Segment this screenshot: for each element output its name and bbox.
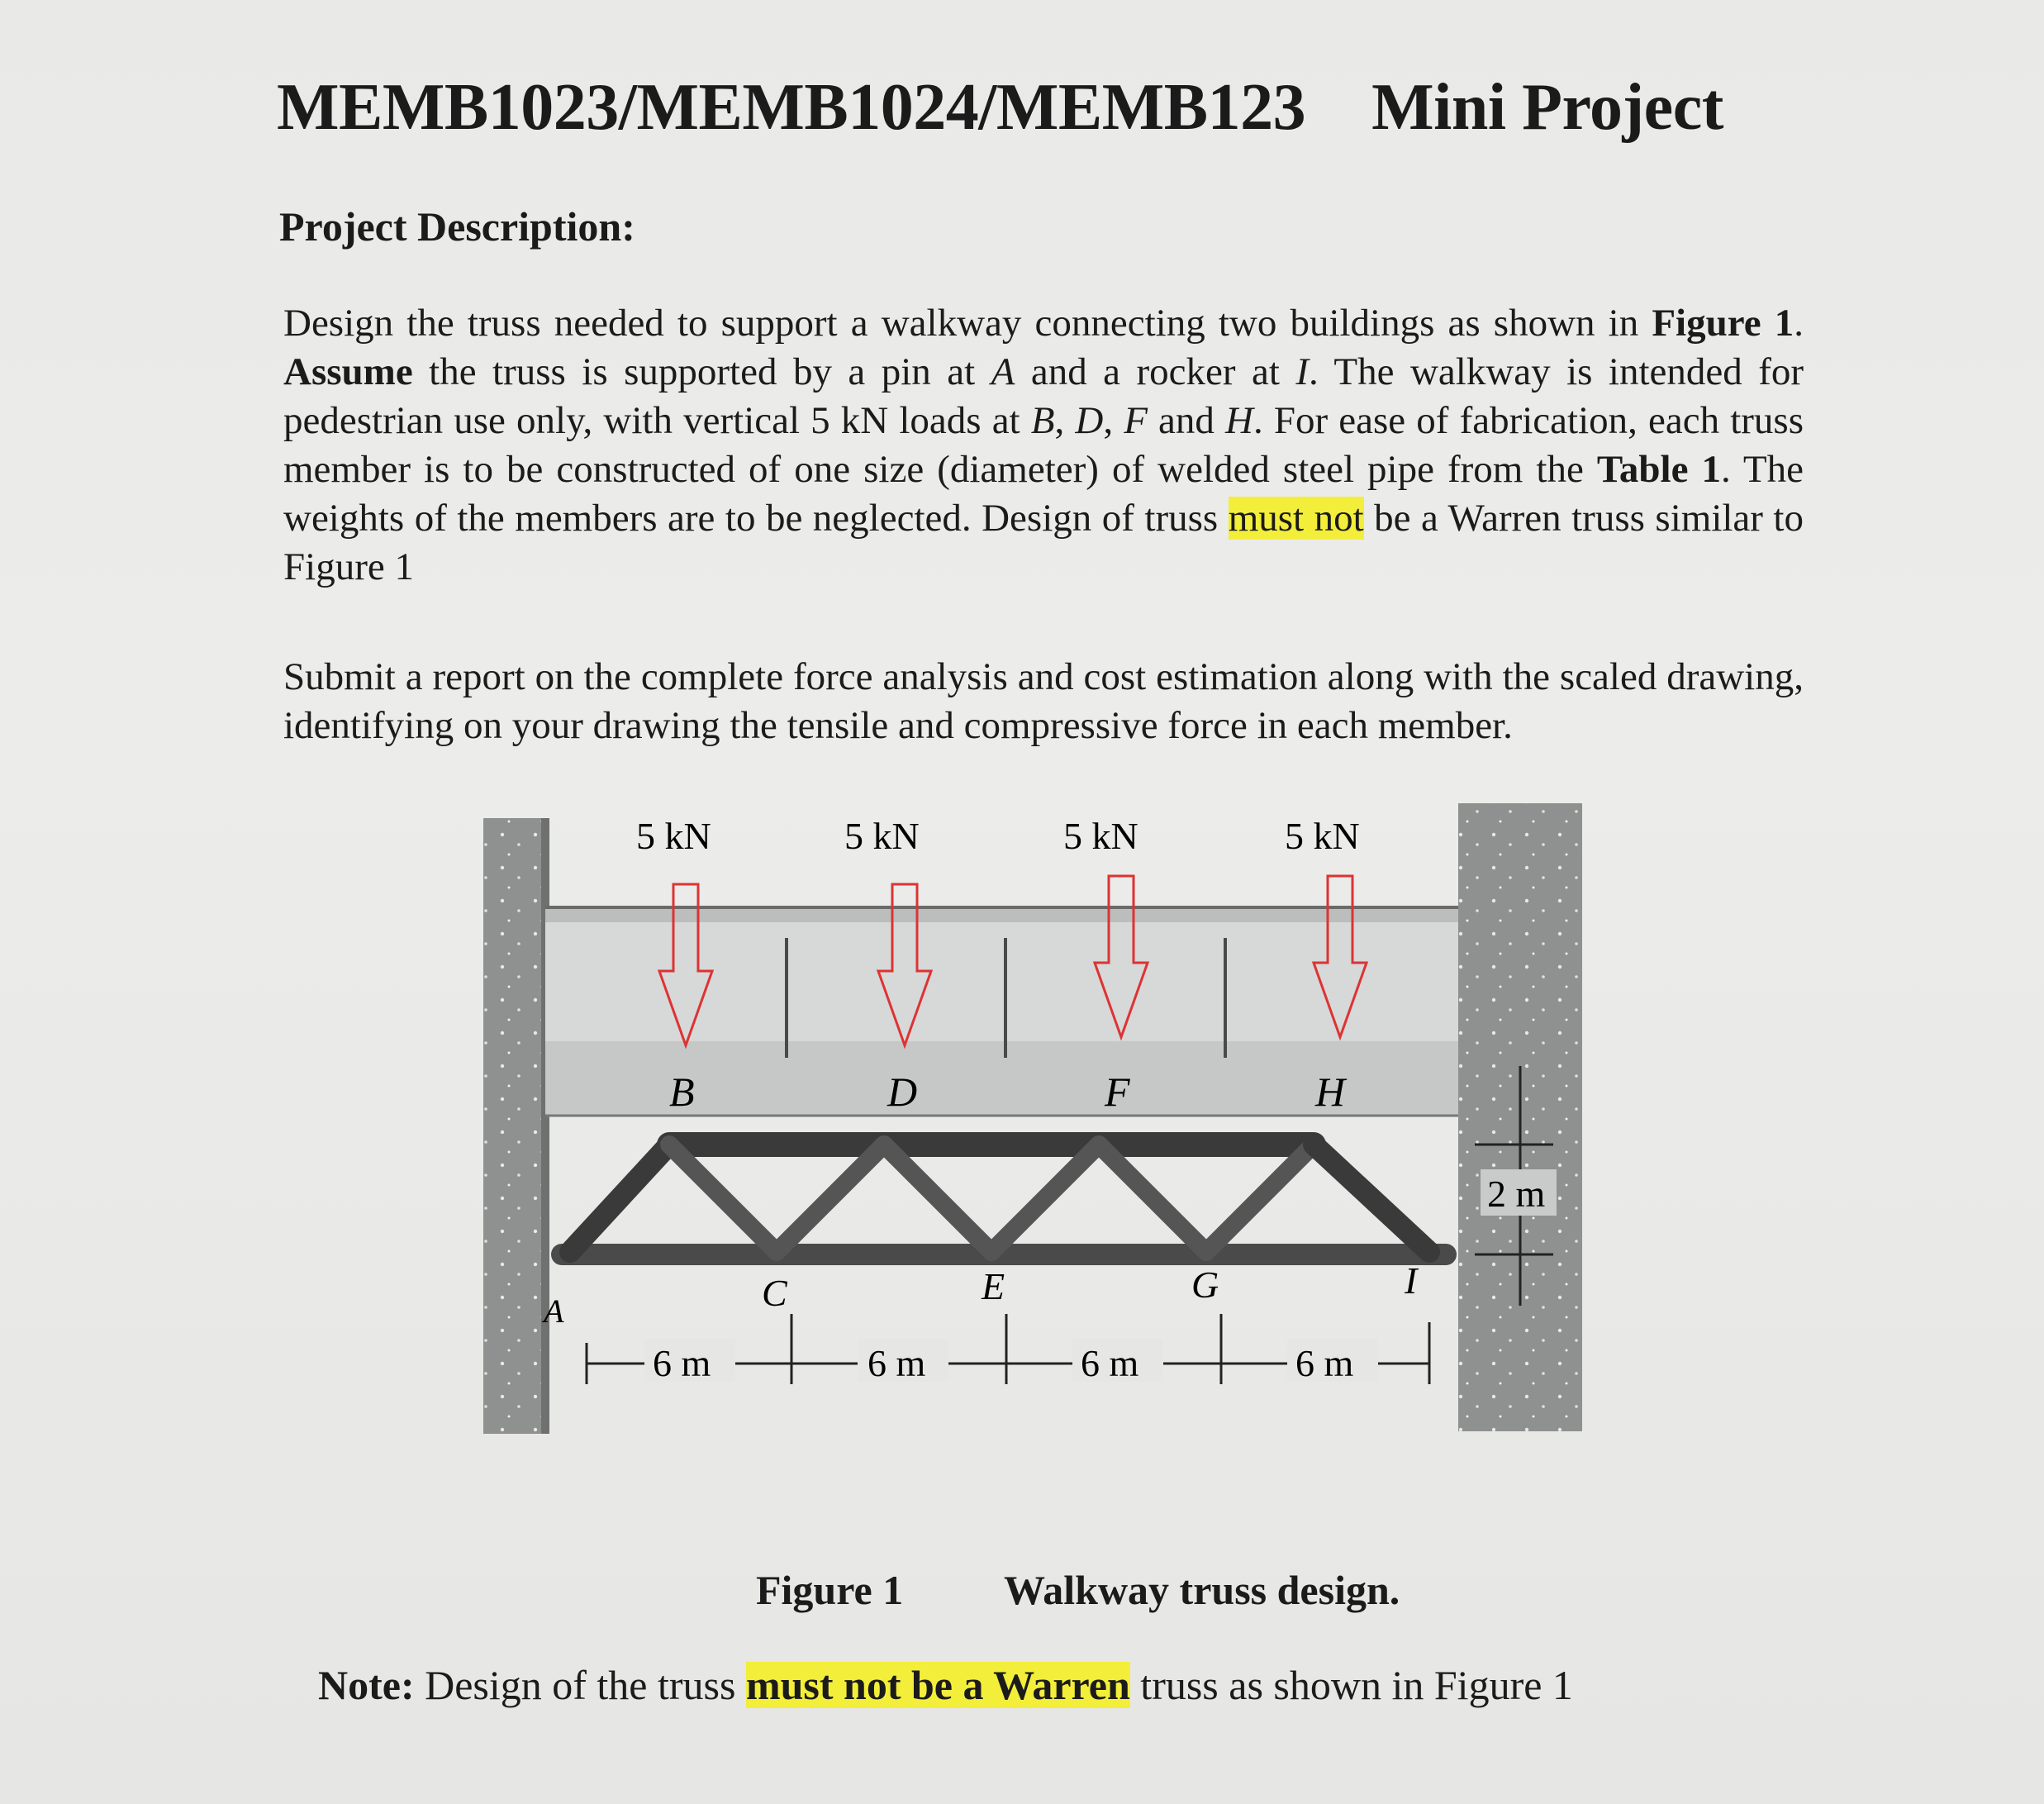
note-line	[318, 1661, 1573, 1709]
node-label-g: G	[1191, 1264, 1219, 1306]
course-codes: MEMB1023/MEMB1024/MEMB123	[277, 71, 1306, 144]
truss-structure	[562, 1145, 1446, 1254]
text-run: . The walkway is intended for pedestrian use only, with vertical 5 kN loads at	[283, 350, 1804, 442]
text-run: Design the truss needed to support a walkway connecting two buildings as shown in	[283, 302, 1639, 345]
node-ref-f: F	[1124, 399, 1148, 442]
node-label-c: C	[762, 1272, 787, 1314]
table-reference: Table 1	[1596, 448, 1721, 491]
truss-figure	[463, 793, 1619, 1454]
height-label: 2 m	[1487, 1173, 1546, 1215]
node-label-a: A	[544, 1292, 564, 1330]
span-label-4: 6 m	[1295, 1342, 1354, 1384]
span-label-1: 6 m	[653, 1342, 711, 1384]
node-ref-a: A	[991, 350, 1015, 393]
text-run: the truss is supported by a pin at	[412, 350, 991, 393]
text-run: . The weights of the members are to be neglected. Design of truss	[283, 448, 1804, 540]
node-label-d: D	[887, 1069, 918, 1115]
text-run: and	[1147, 399, 1226, 442]
span-labels	[644, 1339, 1378, 1384]
text-run: ,	[1054, 399, 1076, 442]
page-title	[277, 70, 1723, 145]
load-label-d: 5 kN	[844, 815, 920, 857]
submission-paragraph: Submit a report on the complete force analysis and cost estimation along with the scaled drawing, identifying on your drawing the tensile and compressive force in each member.	[283, 655, 1804, 747]
left-building	[483, 818, 549, 1434]
node-label-h: H	[1315, 1069, 1346, 1115]
highlight-must-not: must not	[1228, 497, 1364, 540]
figure-reference: Figure 1	[1652, 302, 1794, 345]
text-run: . For ease of fabrication, each truss member is to be constructed of one size (diameter) of welded steel pipe from the	[283, 399, 1804, 491]
node-label-i: I	[1405, 1259, 1418, 1302]
text-run: .	[1794, 302, 1804, 345]
assume-word: Assume	[283, 350, 413, 393]
load-label-b: 5 kN	[636, 815, 711, 857]
node-label-b: B	[669, 1069, 695, 1115]
note-highlight: must not be a Warren	[745, 1662, 1130, 1708]
node-ref-h: H	[1225, 399, 1253, 442]
text-run: truss as shown in Figure 1	[1129, 1662, 1573, 1708]
node-label-f: F	[1105, 1069, 1130, 1115]
node-label-e: E	[982, 1265, 1005, 1307]
node-ref-d: D	[1075, 399, 1104, 442]
project-label: Mini Project	[1371, 71, 1723, 144]
load-label-h: 5 kN	[1285, 815, 1360, 857]
section-heading: Project Description:	[279, 203, 635, 250]
node-ref-b: B	[1030, 399, 1055, 442]
span-label-2: 6 m	[868, 1342, 926, 1384]
text-run: Design of the truss	[414, 1662, 746, 1708]
span-label-3: 6 m	[1081, 1342, 1139, 1384]
load-label-f: 5 kN	[1063, 815, 1138, 857]
text-run: be a Warren truss similar to Figure 1	[283, 497, 1804, 588]
figure-title: Walkway truss design.	[1004, 1567, 1400, 1613]
text-run: ,	[1103, 399, 1124, 442]
description-paragraph	[283, 299, 1804, 592]
figure-caption	[756, 1566, 1400, 1614]
figure-number: Figure 1	[756, 1567, 904, 1613]
note-label: Note:	[318, 1662, 415, 1708]
node-ref-i: I	[1295, 350, 1310, 393]
text-run: and a rocker at	[1015, 350, 1296, 393]
